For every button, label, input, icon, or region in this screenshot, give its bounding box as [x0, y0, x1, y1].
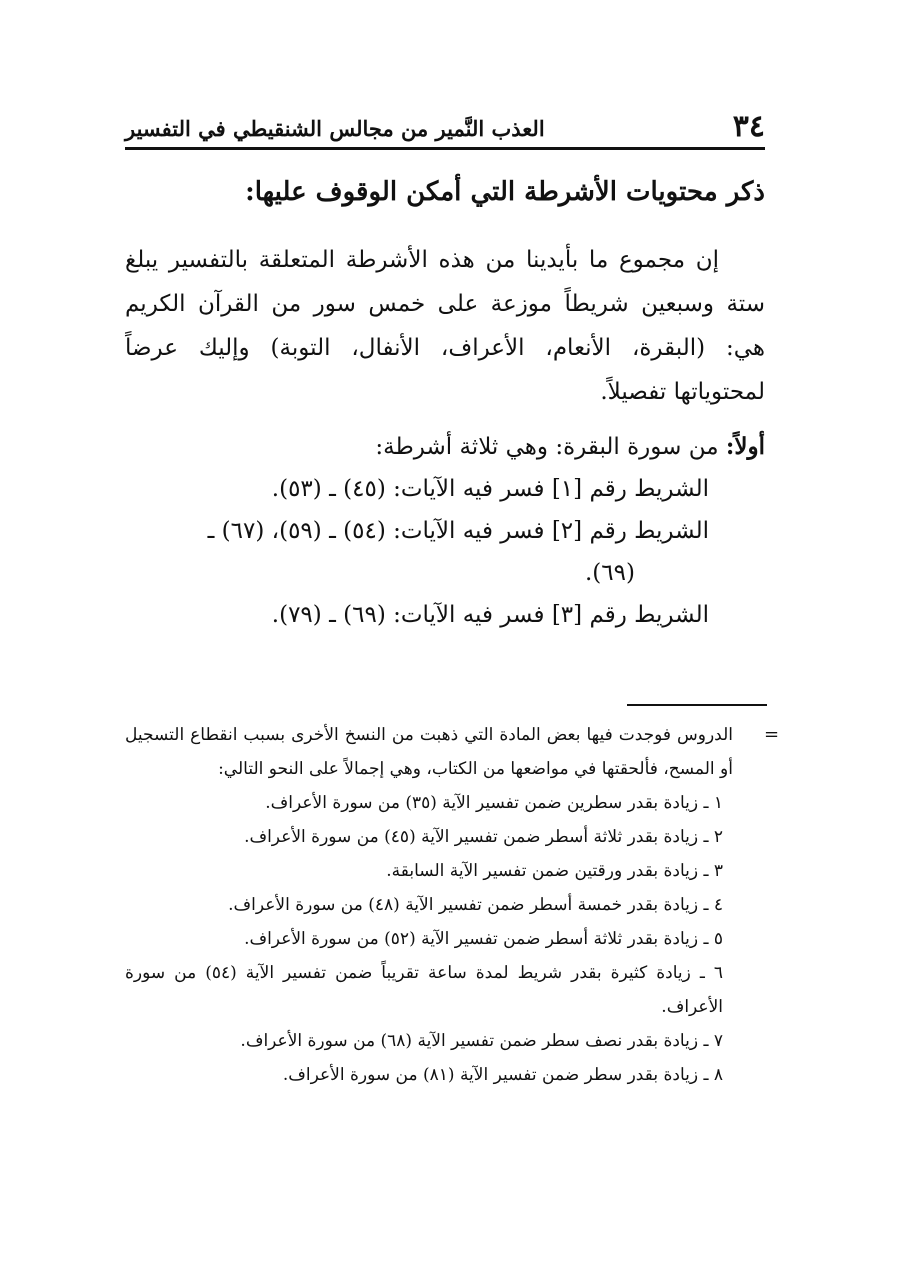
footnote-item-4: ٤ ـ زيادة بقدر خمسة أسطر ضمن تفسير الآية (٤٨) من سورة الأعراف. — [228, 895, 723, 915]
section-first-lead: أولاً: — [725, 433, 765, 460]
footnote-item-5: ٥ ـ زيادة بقدر ثلاثة أسطر ضمن تفسير الآية (٥٢) من سورة الأعراف. — [244, 929, 723, 949]
section-first-intro: من سورة البقرة: وهي ثلاثة أشرطة: — [375, 434, 719, 460]
paragraph-text: إن مجموع ما بأيدينا من هذه الأشرطة المتعلقة بالتفسير يبلغ ستة وسبعين شريطاً موزعة على خمس سور من القرآن الكريم هي: (البقرة، الأنعام، الأعراف، الأنفال، التوبة) وإليك عرضاً لمحتوياتها تفصيلاً. — [125, 247, 765, 405]
tape-entry-2-continued: (٦٩). — [585, 560, 635, 586]
footnote-item-7: ٧ ـ زيادة بقدر نصف سطر ضمن تفسير الآية (٦٨) من سورة الأعراف. — [240, 1031, 723, 1051]
running-title: العذب النَّمير من مجالس الشنقيطي في التفسير — [125, 116, 545, 141]
footnote-item-6: ٦ ـ زيادة كثيرة بقدر شريط لمدة ساعة تقريباً ضمن تفسير الآية (٥٤) من سورة الأعراف. — [125, 963, 723, 1017]
section-heading: ذكر محتويات الأشرطة التي أمكن الوقوف عليها: — [245, 177, 765, 207]
footnote-item-2: ٢ ـ زيادة بقدر ثلاثة أسطر ضمن تفسير الآية (٤٥) من سورة الأعراف. — [244, 827, 723, 847]
footnote-item-3: ٣ ـ زيادة بقدر ورقتين ضمن تفسير الآية السابقة. — [386, 861, 723, 881]
tape-entry-1: الشريط رقم [١] فسر فيه الآيات: (٤٥) ـ (٥٣). — [271, 476, 709, 502]
section-first — [125, 426, 765, 636]
footnote-rule — [627, 704, 767, 706]
tape-entry-2: الشريط رقم [٢] فسر فيه الآيات: (٥٤) ـ (٥٩)، (٦٧) ـ — [207, 518, 709, 544]
footnote-item-8: ٨ ـ زيادة بقدر سطر ضمن تفسير الآية (٨١) من سورة الأعراف. — [282, 1065, 723, 1085]
header-rule — [125, 147, 765, 150]
footnote-intro: الدروس فوجدت فيها بعض المادة التي ذهبت من النسخ الأخرى بسبب انقطاع التسجيل أو المسح، فألحقتها في مواضعها من الكتاب، وهي إجمالاً على النحو التالي: — [125, 725, 733, 779]
body-paragraph — [125, 238, 765, 414]
footnote-list — [125, 786, 733, 1092]
tape-entry-3: الشريط رقم [٣] فسر فيه الآيات: (٦٩) ـ (٧٩). — [271, 602, 709, 628]
section-first-title — [125, 426, 765, 468]
page-number: ٣٤ — [732, 109, 765, 144]
footnote — [125, 718, 733, 1092]
footnote-continuation-marker: = — [764, 724, 780, 745]
footnote-item-1: ١ ـ زيادة بقدر سطرين ضمن تفسير الآية (٣٥) من سورة الأعراف. — [265, 793, 723, 813]
page-header — [125, 100, 765, 144]
